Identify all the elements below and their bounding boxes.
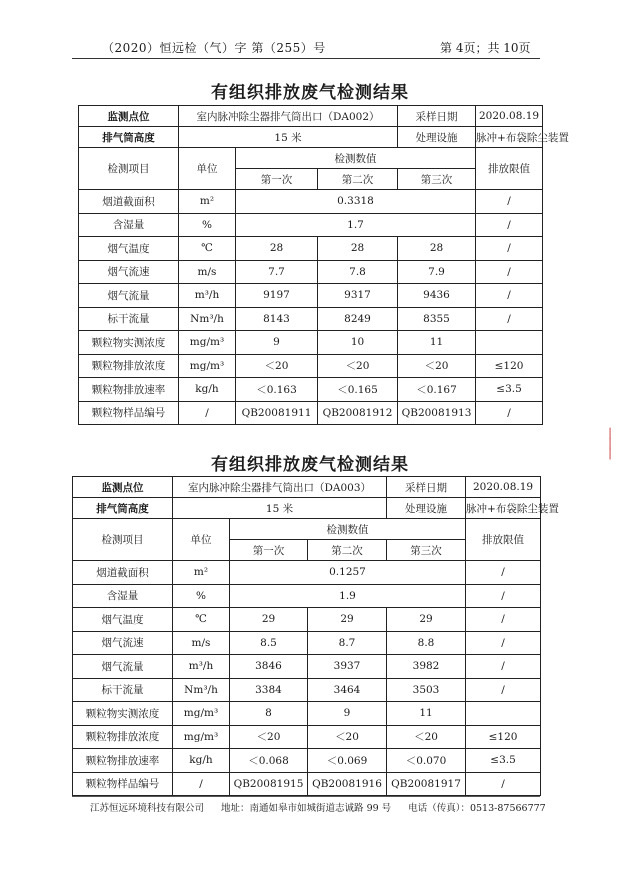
unit-cell: kg/h [179,378,236,402]
data-header: 检测数值 [236,148,476,169]
limit-cell: / [466,631,541,655]
item-cell: 烟气流速 [73,631,173,655]
run-3-value: QB20081917 [387,772,466,796]
document-number: （2020）恒远检（气）字 第（255）号 [102,41,326,55]
item-cell: 颗粒物排放速率 [73,749,173,773]
limit-cell: / [476,190,543,214]
run-3-value: 28 [398,237,476,261]
run-3-value: 9436 [398,284,476,308]
limit-cell: / [476,260,543,284]
limit-cell [466,702,541,726]
item-cell: 颗粒物排放速率 [79,378,179,402]
run-2-value: 3937 [308,655,387,679]
merged-value-cell: 0.1257 [230,561,466,585]
item-cell: 标干流量 [73,678,173,702]
run-2-value: 10 [318,331,398,355]
run-3-value: 8.8 [387,631,466,655]
stack-height-label: 排气筒高度 [73,498,173,519]
table-row [73,772,541,796]
limit-cell: ≤3.5 [476,378,543,402]
table-2-title: 有组织排放废气检测结果 [211,455,409,475]
unit-cell: m² [179,190,236,214]
run-3-value: 3982 [387,655,466,679]
run-3-value: 8355 [398,307,476,331]
data-header: 检测数值 [230,519,466,540]
run-1-value: 3846 [230,655,308,679]
item-header: 检测项目 [79,148,179,190]
item-cell: 颗粒物样品编号 [79,401,179,425]
run-2-value: ＜20 [308,725,387,749]
item-cell: 颗粒物样品编号 [73,772,173,796]
limit-cell: ≤120 [466,725,541,749]
stack-height-value: 15 米 [179,127,398,148]
table-row [73,584,541,608]
run-1-value: 8143 [236,307,318,331]
limit-cell: / [466,584,541,608]
table-row [79,331,543,355]
seal-stamp-edge: ┃ ┃ ┃ [607,429,614,460]
unit-cell: % [173,584,230,608]
sample-date-value: 2020.08.19 [466,477,541,498]
run-2-value: QB20081916 [308,772,387,796]
run-3-value: ＜0.167 [398,378,476,402]
unit-cell: / [179,401,236,425]
run-1-value: QB20081915 [230,772,308,796]
unit-cell: / [173,772,230,796]
table-row [79,213,543,237]
item-cell: 烟气流量 [73,655,173,679]
run-2-value: 28 [318,237,398,261]
limit-header: 排放限值 [476,148,543,190]
item-cell: 烟道截面积 [73,561,173,585]
run-2-value: ＜20 [318,354,398,378]
limit-cell: / [466,561,541,585]
column-header-row [73,519,541,540]
run-1-value: 28 [236,237,318,261]
unit-header: 单位 [173,519,230,561]
item-cell: 烟气流量 [79,284,179,308]
table-row [79,307,543,331]
limit-cell: / [466,678,541,702]
run-2-value: 7.8 [318,260,398,284]
page-info: 第 4页；共 10页 [440,41,531,55]
sample-date-value: 2020.08.19 [476,106,543,127]
run-2-header: 第二次 [318,169,398,190]
item-cell: 烟气温度 [79,237,179,261]
info-row-stack-height [73,498,541,519]
run-3-value: 29 [387,608,466,632]
limit-cell: ≤3.5 [466,749,541,773]
run-1-value: 8 [230,702,308,726]
run-1-value: ＜20 [236,354,318,378]
run-1-value: ＜0.068 [230,749,308,773]
limit-cell: / [476,307,543,331]
item-cell: 含湿量 [73,584,173,608]
run-2-value: 8249 [318,307,398,331]
run-1-value: 7.7 [236,260,318,284]
run-3-header: 第三次 [387,540,466,561]
run-1-value: ＜20 [230,725,308,749]
sample-date-label: 采样日期 [387,477,466,498]
treatment-value: 脉冲+布袋除尘装置 [466,498,541,519]
footer-phone: 电话（传真）：0513-87566777 [408,803,546,814]
item-cell: 烟气温度 [73,608,173,632]
merged-value-cell: 1.9 [230,584,466,608]
emission-table-da002 [78,105,569,425]
table-row [73,608,541,632]
table-row [73,631,541,655]
table-row [73,678,541,702]
run-2-value: ＜0.165 [318,378,398,402]
header-divider [72,58,540,59]
table-row [79,354,543,378]
run-1-value: ＜0.163 [236,378,318,402]
footer [90,800,560,814]
unit-cell: % [179,213,236,237]
table-1-title: 有组织排放废气检测结果 [211,83,409,103]
run-2-value: 29 [308,608,387,632]
run-1-header: 第一次 [236,169,318,190]
table-row [79,401,543,425]
run-2-value: ＜0.069 [308,749,387,773]
limit-cell: / [466,772,541,796]
info-row-monitor-point [73,477,541,498]
run-1-value: 9197 [236,284,318,308]
item-cell: 标干流量 [79,307,179,331]
table-row [73,655,541,679]
run-3-value: ＜20 [387,725,466,749]
limit-cell: / [476,284,543,308]
run-1-value: 9 [236,331,318,355]
emission-table-da003 [72,476,559,796]
unit-cell: Nm³/h [173,678,230,702]
monitor-point-label: 监测点位 [73,477,173,498]
run-1-value: 8.5 [230,631,308,655]
unit-cell: mg/m³ [179,331,236,355]
run-3-value: QB20081913 [398,401,476,425]
unit-cell: kg/h [173,749,230,773]
limit-cell [476,331,543,355]
stack-height-value: 15 米 [173,498,387,519]
run-3-value: 3503 [387,678,466,702]
treatment-label: 处理设施 [398,127,476,148]
run-1-value: QB20081911 [236,401,318,425]
run-3-value: ＜20 [398,354,476,378]
run-2-value: 3464 [308,678,387,702]
run-3-value: 11 [387,702,466,726]
unit-header: 单位 [179,148,236,190]
limit-cell: / [476,213,543,237]
item-cell: 烟道截面积 [79,190,179,214]
footer-address: 地址：南通如皋市如城街道志诚路 99 号 [221,803,392,814]
unit-cell: m/s [173,631,230,655]
monitor-point-value: 室内脉冲除尘器排气筒出口（DA003） [173,477,387,498]
limit-cell: / [476,401,543,425]
run-3-value: 11 [398,331,476,355]
monitor-point-label: 监测点位 [79,106,179,127]
table-row [79,260,543,284]
stack-height-label: 排气筒高度 [79,127,179,148]
item-cell: 颗粒物排放浓度 [73,725,173,749]
run-2-value: 9317 [318,284,398,308]
table-row [73,749,541,773]
table-row [79,237,543,261]
table-row [79,190,543,214]
run-1-value: 29 [230,608,308,632]
table-row [79,284,543,308]
limit-cell: / [466,655,541,679]
info-row-monitor-point [79,106,543,127]
unit-cell: Nm³/h [179,307,236,331]
run-3-value: ＜0.070 [387,749,466,773]
unit-cell: mg/m³ [173,725,230,749]
item-cell: 颗粒物实测浓度 [73,702,173,726]
limit-cell: ≤120 [476,354,543,378]
table-row [79,378,543,402]
run-1-value: 3384 [230,678,308,702]
table-row [73,561,541,585]
run-1-header: 第一次 [230,540,308,561]
info-row-stack-height [79,127,543,148]
run-2-value: 9 [308,702,387,726]
unit-cell: ℃ [179,237,236,261]
treatment-value: 脉冲+布袋除尘装置 [476,127,543,148]
unit-cell: mg/m³ [173,702,230,726]
footer-divider [72,796,540,797]
item-cell: 含湿量 [79,213,179,237]
item-cell: 烟气流速 [79,260,179,284]
limit-cell: / [466,608,541,632]
merged-value-cell: 0.3318 [236,190,476,214]
unit-cell: mg/m³ [179,354,236,378]
merged-value-cell: 1.7 [236,213,476,237]
limit-cell: / [476,237,543,261]
footer-company: 江苏恒远环境科技有限公司 [90,803,205,814]
column-header-row [79,148,543,169]
unit-cell: m/s [179,260,236,284]
item-cell: 颗粒物实测浓度 [79,331,179,355]
item-header: 检测项目 [73,519,173,561]
run-2-value: 8.7 [308,631,387,655]
unit-cell: ℃ [173,608,230,632]
treatment-label: 处理设施 [387,498,466,519]
item-cell: 颗粒物排放浓度 [79,354,179,378]
monitor-point-value: 室内脉冲除尘器排气筒出口（DA002） [179,106,398,127]
run-3-header: 第三次 [398,169,476,190]
unit-cell: m² [173,561,230,585]
table-row [73,702,541,726]
sample-date-label: 采样日期 [398,106,476,127]
run-3-value: 7.9 [398,260,476,284]
table-row [73,725,541,749]
run-2-value: QB20081912 [318,401,398,425]
limit-header: 排放限值 [466,519,541,561]
unit-cell: m³/h [173,655,230,679]
unit-cell: m³/h [179,284,236,308]
run-2-header: 第二次 [308,540,387,561]
